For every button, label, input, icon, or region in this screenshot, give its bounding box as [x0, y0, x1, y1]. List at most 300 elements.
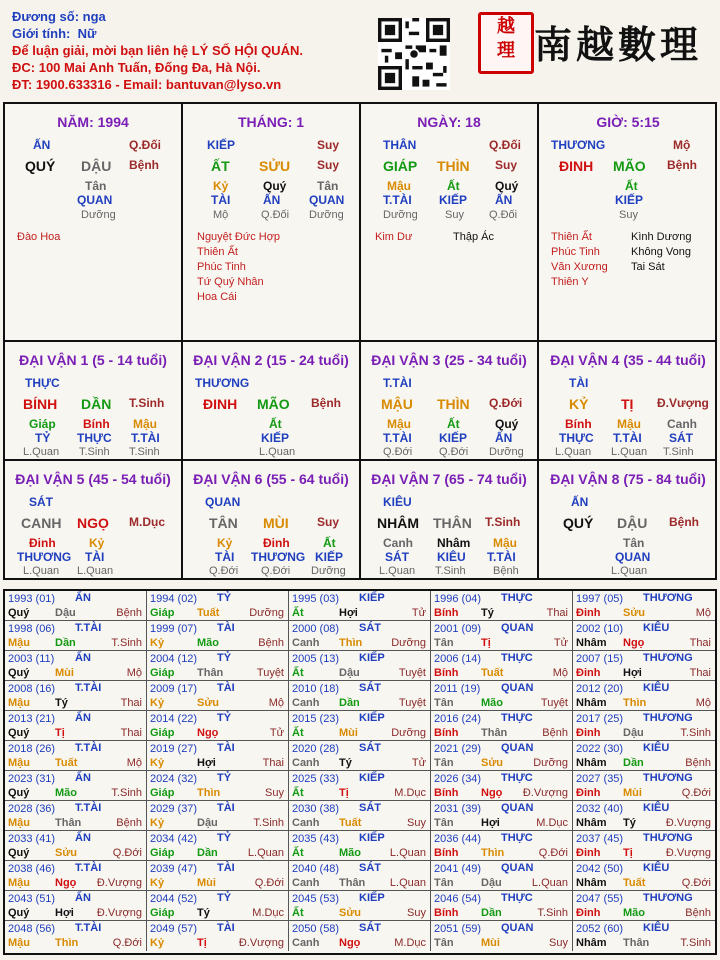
annual-year-cell[interactable]: [147, 621, 289, 651]
dv-top: TÀI: [569, 376, 589, 390]
dv-hidden: Mậu: [617, 417, 641, 431]
annual-year: 2045 (53): [292, 893, 340, 905]
hidden-god: TÀI: [211, 193, 231, 207]
annual-star: KIẾP: [359, 772, 385, 784]
annual-chi: Hợi: [197, 757, 216, 769]
annual-year-cell[interactable]: [431, 801, 573, 831]
annual-state: Thai: [546, 607, 568, 619]
annual-star: THƯƠNG: [643, 832, 693, 844]
dv-god: KIẾP: [439, 431, 468, 445]
annual-year-cell[interactable]: [147, 921, 289, 951]
annual-year: 2007 (15): [576, 653, 624, 665]
annual-can: Canh: [292, 877, 320, 889]
dv-god: KIẾP: [261, 431, 290, 445]
dv-chi: TỊ: [621, 396, 634, 412]
annual-year-cell[interactable]: [289, 711, 431, 741]
annual-year-cell[interactable]: [289, 651, 431, 681]
dv-top: ẤN: [571, 495, 589, 509]
annual-state: Mộ: [552, 667, 568, 679]
annual-can: Ất: [292, 907, 304, 919]
annual-year-cell[interactable]: [573, 621, 715, 651]
annual-year: 2005 (13): [292, 653, 340, 665]
annual-state: L.Quan: [389, 877, 426, 889]
annual-can: Đinh: [576, 847, 601, 859]
annual-chi: Ngọ: [197, 727, 219, 739]
pillar-title: THÁNG: 1: [237, 114, 305, 130]
annual-can: Tân: [434, 937, 454, 949]
annual-year-cell[interactable]: [573, 711, 715, 741]
annual-state: Q.Đới: [681, 877, 711, 889]
annual-state: L.Quan: [531, 877, 568, 889]
annual-year-cell[interactable]: [5, 801, 147, 831]
annual-year-cell[interactable]: [5, 771, 147, 801]
annual-chi: Thân: [339, 877, 366, 889]
annual-can: Mậu: [8, 637, 30, 649]
annual-chi: Tị: [55, 727, 65, 739]
annual-chi: Dần: [623, 757, 644, 769]
annual-year-cell[interactable]: [431, 651, 573, 681]
annual-year: 2052 (60): [576, 923, 624, 935]
hidden-can: Tân: [317, 179, 339, 193]
dv-top: QUAN: [205, 495, 241, 509]
annual-year: 2014 (22): [150, 713, 198, 725]
dv-hidden: Ất: [269, 417, 282, 431]
dv-state: T.Sinh: [663, 446, 694, 458]
annual-year-cell[interactable]: [5, 891, 147, 921]
hidden-state: Mộ: [213, 209, 229, 221]
annual-state: T.Sinh: [253, 817, 284, 829]
annual-chi: Thìn: [55, 937, 79, 949]
dv-chi: MÃO: [257, 396, 290, 412]
annual-year: 2027 (35): [576, 773, 624, 785]
annual-year: 2038 (46): [8, 863, 56, 875]
annual-chi: Dần: [481, 907, 502, 919]
annual-year: 2040 (48): [292, 863, 340, 875]
annual-state: Q.Đới: [112, 937, 142, 949]
annual-year: 2030 (38): [292, 803, 340, 815]
dai-van-4[interactable]: [539, 342, 717, 461]
annual-can: Nhâm: [576, 937, 607, 949]
annual-chi: Tị: [481, 637, 491, 649]
dv-state: Q.Đới: [439, 446, 469, 458]
annual-state: Tử: [411, 607, 426, 619]
pillar-top: THÂN: [383, 138, 417, 152]
annual-year: 2001 (09): [434, 623, 482, 635]
annual-can: Ất: [292, 727, 304, 739]
annual-year: 2004 (12): [150, 653, 198, 665]
annual-chi: Mão: [197, 637, 219, 649]
dv-state: T.Sinh: [79, 446, 110, 458]
annual-star: THỰC: [501, 592, 533, 604]
hidden-state: Dưỡng: [309, 209, 344, 221]
dai-van-5[interactable]: [5, 461, 183, 578]
annual-year-cell[interactable]: [573, 921, 715, 951]
annual-can: Ất: [292, 667, 304, 679]
annual-can: Quý: [8, 847, 30, 859]
annual-can: Bính: [434, 907, 459, 919]
annual-year: 2035 (43): [292, 833, 340, 845]
dv-top: KIÊU: [383, 495, 412, 509]
annual-year-cell[interactable]: [5, 621, 147, 651]
dv-chi: THÌN: [437, 396, 470, 412]
annual-year: 2003 (11): [8, 653, 55, 665]
star-item: Đào Hoa: [17, 231, 61, 243]
annual-can: Đinh: [576, 787, 601, 799]
annual-can: Đinh: [576, 727, 601, 739]
annual-star: KIÊU: [643, 742, 670, 754]
annual-year-cell[interactable]: [147, 861, 289, 891]
annual-year: 2036 (44): [434, 833, 482, 845]
annual-state: Mộ: [126, 757, 142, 769]
annual-year-cell[interactable]: [431, 681, 573, 711]
so-value: nga: [82, 9, 106, 24]
dv-hidden: Mậu: [493, 536, 517, 550]
annual-state: Dưỡng: [533, 757, 568, 769]
annual-year-cell[interactable]: [147, 711, 289, 741]
annual-state: Suy: [407, 817, 426, 829]
annual-can: Kỷ: [150, 637, 165, 649]
annual-chi: Dậu: [623, 727, 644, 739]
dai-van-title: ĐẠI VẬN 3 (25 - 34 tuổi): [371, 352, 527, 368]
annual-chi: Sửu: [197, 697, 220, 709]
annual-chi: Ngọ: [481, 787, 503, 799]
annual-year: 1993 (01): [8, 593, 56, 605]
dai-van-6[interactable]: [183, 461, 361, 578]
annual-state: M.Dục: [394, 937, 426, 949]
annual-chi: Tý: [197, 907, 210, 919]
dv-can: KỶ: [569, 396, 589, 412]
annual-star: ẤN: [75, 772, 91, 784]
annual-year: 1999 (07): [150, 623, 198, 635]
dv-right: Đ.Vượng: [657, 396, 709, 410]
dv-god: THƯƠNG: [251, 550, 306, 564]
dv-god: SÁT: [669, 431, 693, 445]
header-info: [12, 8, 372, 93]
hidden-god: KIẾP: [439, 193, 468, 207]
annual-year-cell[interactable]: [289, 921, 431, 951]
annual-chi: Tý: [481, 607, 494, 619]
annual-chi: Mùi: [339, 727, 358, 739]
annual-star: KIẾP: [359, 712, 385, 724]
annual-can: Quý: [8, 607, 30, 619]
dv-hidden: Mậu: [133, 417, 157, 431]
dv-god: THỰC: [559, 431, 594, 445]
pillar-top: ẤN: [33, 138, 51, 152]
dv-right: Suy: [317, 515, 340, 529]
pillar-chi: THÌN: [437, 158, 470, 174]
annual-state: Bệnh: [542, 727, 568, 739]
annual-year: 2008 (16): [8, 683, 56, 695]
dai-van-8[interactable]: [539, 461, 717, 578]
annual-chi: Tuất: [339, 817, 362, 829]
annual-can: Kỷ: [150, 877, 165, 889]
annual-year-cell[interactable]: [5, 681, 147, 711]
annual-year-cell[interactable]: [573, 891, 715, 921]
annual-chi: Tị: [339, 787, 349, 799]
annual-year: 2002 (10): [576, 623, 624, 635]
annual-year-cell[interactable]: [147, 891, 289, 921]
annual-state: Dưỡng: [249, 607, 284, 619]
annual-can: Canh: [292, 817, 320, 829]
annual-year-cell[interactable]: [289, 771, 431, 801]
annual-year-cell[interactable]: [431, 621, 573, 651]
annual-year-cell[interactable]: [289, 681, 431, 711]
annual-can: Tân: [434, 817, 454, 829]
annual-state: Mộ: [695, 607, 711, 619]
annual-year: 2006 (14): [434, 653, 482, 665]
annual-year: 2016 (24): [434, 713, 482, 725]
annual-year-cell[interactable]: [5, 591, 147, 621]
annual-state: Mộ: [695, 697, 711, 709]
annual-year-cell[interactable]: [431, 771, 573, 801]
annual-year: 2047 (55): [576, 893, 624, 905]
qr-code-icon[interactable]: [378, 18, 450, 90]
annual-year-cell[interactable]: [431, 741, 573, 771]
annual-star: TÀI: [217, 622, 235, 634]
dv-hidden: Tân: [623, 536, 645, 550]
dv-hidden: Đinh: [263, 536, 290, 550]
annual-year-cell[interactable]: [147, 591, 289, 621]
star-item: Hoa Cái: [197, 291, 237, 303]
annual-can: Nhâm: [576, 697, 607, 709]
star-item: Tứ Quý Nhân: [197, 276, 264, 288]
hidden-can: Mậu: [387, 179, 411, 193]
dv-god: T.TÀI: [613, 431, 642, 445]
annual-year: 2033 (41): [8, 833, 56, 845]
annual-year-cell[interactable]: [573, 831, 715, 861]
annual-star: KIẾP: [359, 652, 385, 664]
annual-can: Tân: [434, 757, 454, 769]
pillar-year[interactable]: [5, 104, 183, 342]
pillar-top-right: Q.Đối: [129, 138, 161, 152]
annual-state: Thai: [689, 667, 711, 679]
annual-chi: Hợi: [339, 607, 358, 619]
annual-year-cell[interactable]: [147, 741, 289, 771]
annual-star: T.TÀI: [75, 622, 102, 634]
annual-star: KIẾP: [359, 832, 385, 844]
annual-chi: Tuất: [481, 667, 504, 679]
annual-can: Kỷ: [150, 817, 165, 829]
contact-line2: ĐC: 100 Mai Anh Tuấn, Đống Đa, Hà Nội.: [12, 60, 261, 75]
annual-can: Ất: [292, 847, 304, 859]
annual-can: Canh: [292, 637, 320, 649]
annual-year-cell[interactable]: [431, 831, 573, 861]
hidden-can: Quý: [263, 179, 287, 193]
annual-chi: Thân: [55, 817, 82, 829]
so-label: Đương số:: [12, 9, 80, 24]
annual-chi: Dần: [197, 847, 218, 859]
annual-star: SÁT: [359, 742, 381, 754]
annual-year-cell[interactable]: [431, 591, 573, 621]
annual-star: QUAN: [501, 682, 534, 694]
star-item: Phúc Tinh: [197, 261, 246, 273]
dai-van-2[interactable]: [183, 342, 361, 461]
pillar-month[interactable]: [183, 104, 361, 342]
dv-hidden: Kỷ: [89, 536, 105, 550]
gioi-value: Nữ: [77, 26, 97, 41]
annual-year-cell[interactable]: [431, 861, 573, 891]
dai-van-title: ĐẠI VẬN 2 (15 - 24 tuổi): [193, 352, 349, 368]
annual-year: 1998 (06): [8, 623, 56, 635]
annual-state: Tử: [411, 757, 426, 769]
annual-year-cell[interactable]: [573, 591, 715, 621]
annual-year-cell[interactable]: [573, 741, 715, 771]
annual-year-cell[interactable]: [573, 861, 715, 891]
annual-year-cell[interactable]: [5, 711, 147, 741]
pillar-top: KIẾP: [207, 138, 236, 152]
annual-can: Bính: [434, 727, 459, 739]
annual-star: KIÊU: [643, 622, 670, 634]
annual-chi: Thìn: [197, 787, 221, 799]
annual-year-cell[interactable]: [5, 741, 147, 771]
star-item: Thiên Ất: [551, 231, 592, 243]
star-item: Thiên Y: [551, 276, 589, 288]
annual-year-cell[interactable]: [573, 651, 715, 681]
annual-year-cell[interactable]: [289, 891, 431, 921]
dv-right: Q.Đới: [489, 396, 523, 410]
hidden-can: Ất: [625, 179, 638, 193]
annual-can: Giáp: [150, 907, 175, 919]
annual-chi: Hợi: [55, 907, 74, 919]
dv-right: Bệnh: [311, 396, 341, 410]
dai-van-7[interactable]: [361, 461, 539, 578]
dv-hidden: Mậu: [387, 417, 411, 431]
dv-state: L.Quan: [23, 446, 60, 458]
annual-year-cell[interactable]: [289, 741, 431, 771]
annual-star: ẤN: [75, 652, 91, 664]
pillar-right: Suy: [317, 158, 340, 172]
hidden-state: Dưỡng: [383, 209, 418, 221]
annual-chi: Sửu: [339, 907, 362, 919]
dv-right: T.Sinh: [485, 515, 521, 529]
hidden-god: ẤN: [495, 193, 513, 207]
annual-year: 2043 (51): [8, 893, 56, 905]
hidden-god: KIẾP: [615, 193, 644, 207]
annual-chi: Hợi: [481, 817, 500, 829]
seal-stamp: 越 理: [478, 12, 534, 74]
annual-year-cell[interactable]: [431, 891, 573, 921]
dv-can: BÍNH: [23, 396, 58, 412]
pillar-can: ẤT: [211, 158, 230, 174]
hidden-state: Suy: [619, 209, 638, 221]
dv-hidden: Quý: [495, 417, 519, 431]
annual-star: THƯƠNG: [643, 712, 693, 724]
annual-star: TỶ: [217, 712, 232, 724]
annual-year: 2032 (40): [576, 803, 624, 815]
dai-van-3[interactable]: [361, 342, 539, 461]
dv-god: QUAN: [615, 550, 651, 564]
dv-right: M.Dục: [129, 515, 165, 529]
annual-can: Quý: [8, 907, 30, 919]
dv-god: T.TÀI: [383, 431, 412, 445]
annual-year-cell[interactable]: [147, 681, 289, 711]
annual-state: Tuyệt: [398, 667, 426, 679]
annual-state: Q.Đới: [112, 847, 142, 859]
dv-state: Q.Đới: [383, 446, 413, 458]
dv-state: T.Sinh: [129, 446, 160, 458]
annual-chi: Thìn: [481, 847, 505, 859]
pillar-title: NGÀY: 18: [417, 114, 481, 130]
annual-year-cell[interactable]: [5, 831, 147, 861]
dv-god: ẤN: [495, 431, 513, 445]
pillar-top-right: Mộ: [673, 138, 691, 152]
dai-van-title: ĐẠI VẬN 8 (75 - 84 tuổi): [550, 471, 706, 487]
annual-state: Thai: [120, 697, 142, 709]
pillar-hour[interactable]: [539, 104, 717, 342]
annual-year-cell[interactable]: [5, 861, 147, 891]
annual-chi: Tý: [55, 697, 68, 709]
dv-can: NHÂM: [377, 515, 419, 531]
annual-year-cell[interactable]: [289, 861, 431, 891]
annual-year: 2020 (28): [292, 743, 340, 755]
hidden-can: Quý: [495, 179, 519, 193]
pillar-can: GIÁP: [383, 158, 418, 174]
annual-year-cell[interactable]: [431, 711, 573, 741]
annual-year-cell[interactable]: [147, 801, 289, 831]
annual-state: Đ.Vượng: [665, 817, 711, 829]
dai-van-title: ĐẠI VẬN 5 (45 - 54 tuổi): [15, 471, 171, 487]
annual-chi: Sửu: [481, 757, 504, 769]
annual-year: 2012 (20): [576, 683, 624, 695]
dai-van-title: ĐẠI VẬN 7 (65 - 74 tuổi): [371, 471, 527, 487]
annual-year-cell[interactable]: [147, 771, 289, 801]
annual-year-cell[interactable]: [289, 801, 431, 831]
dv-hidden: Đinh: [29, 536, 56, 550]
annual-star: KIẾP: [359, 592, 385, 604]
annual-year-cell[interactable]: [147, 651, 289, 681]
annual-can: Mậu: [8, 757, 30, 769]
annual-star: TÀI: [217, 802, 235, 814]
dai-van-1[interactable]: [5, 342, 183, 461]
annual-state: L.Quan: [247, 847, 284, 859]
dv-state: Dưỡng: [311, 565, 346, 577]
annual-year: 2009 (17): [150, 683, 198, 695]
pillar-chi: DẬU: [81, 158, 112, 174]
annual-year-cell[interactable]: [431, 921, 573, 951]
dv-can: TÂN: [209, 515, 238, 531]
annual-can: Bính: [434, 607, 459, 619]
annual-year-cell[interactable]: [5, 651, 147, 681]
annual-year-cell[interactable]: [573, 771, 715, 801]
brand-title: 南越數理: [534, 22, 703, 67]
annual-year-cell[interactable]: [289, 591, 431, 621]
annual-year-cell[interactable]: [573, 801, 715, 831]
dv-hidden: Kỷ: [217, 536, 233, 550]
annual-star: TÀI: [217, 682, 235, 694]
contact-line3: ĐT: 1900.633316 - Email: bantuvan@lyso.vn: [12, 77, 282, 92]
annual-year-cell[interactable]: [573, 681, 715, 711]
annual-chi: Dậu: [339, 667, 360, 679]
annual-year: 2023 (31): [8, 773, 56, 785]
annual-state: Tử: [553, 637, 568, 649]
annual-year: 2029 (37): [150, 803, 198, 815]
pillar-day[interactable]: [361, 104, 539, 342]
annual-year-cell[interactable]: [289, 621, 431, 651]
annual-year: 2021 (29): [434, 743, 482, 755]
annual-star: THƯƠNG: [643, 592, 693, 604]
annual-year: 1995 (03): [292, 593, 340, 605]
annual-can: Mậu: [8, 937, 30, 949]
annual-year-cell[interactable]: [289, 831, 431, 861]
star-item: Kình Dương: [631, 231, 692, 243]
annual-chi: Mùi: [197, 877, 216, 889]
annual-can: Nhâm: [576, 877, 607, 889]
hidden-state: Dưỡng: [81, 209, 116, 221]
annual-year-cell[interactable]: [5, 921, 147, 951]
pillar-chi: SỬU: [259, 158, 291, 174]
annual-year-cell[interactable]: [147, 831, 289, 861]
annual-chi: Tị: [623, 847, 633, 859]
